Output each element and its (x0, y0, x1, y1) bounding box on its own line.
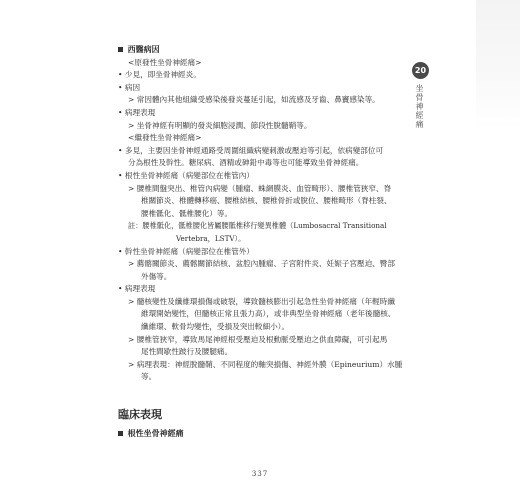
text-line: 外傷等。 (141, 271, 172, 281)
chapter-badge: 20 (412, 62, 429, 79)
square-bullet-icon (118, 431, 123, 436)
text-line: • 少見，即坐骨神經炎。 (118, 70, 201, 80)
section-heading-western (118, 44, 406, 57)
note-line: Vertebra，LSTV）。 (176, 233, 246, 243)
page-corner-decoration (476, 0, 520, 130)
text-line: • 根性坐骨神經痛（病變部位在椎管內） (118, 170, 254, 180)
text-line: > 腰椎管狹窄，導致馬尾神經根受壓迫及根動脈受壓迫之供血障礙，可引起馬 (128, 334, 388, 344)
chapter-vertical-title: 坐骨神經痛 (415, 84, 424, 129)
text-line: 維環開始變性，但髓核正常且張力高），或非典型坐骨神經痛（老年後髓核、 (141, 309, 396, 319)
note-line: 註：腰椎骶化，骶椎腰化皆屬腰骶椎移行變異椎體（Lumbosacral Transitional (128, 221, 387, 231)
text-line: 椎關節炎、椎體轉移癌、腰椎結核、腰椎骨折或脫位、腰椎畸形（脊柱裂、 (141, 196, 392, 206)
text-line: • 多見，主要因坐骨神經通路受周圍組織病變刺激或壓迫等引起，依病變部位可 (118, 145, 384, 155)
subsection-heading-text: 根性坐骨神經痛 (127, 429, 184, 439)
text-line: • 幹性坐骨神經痛（病變部位在椎管外） (118, 246, 254, 256)
subsection-heading-radicular (118, 428, 406, 441)
text-line: > 薦髂關節炎、薦髂關節結核、盆腔內腫瘤、子宮附件炎、妊娠子宮壓迫、臀部 (128, 259, 395, 269)
section-spacer (118, 384, 406, 406)
text-line: > 常因體內其他組織受感染後發炎蔓延引起，如流感及牙齒、鼻竇感染等。 (128, 95, 380, 105)
text-line: 分為根性及幹性。糖尿病、酒精或砷鉛中毒等也可能導致坐骨神經痛。 (128, 158, 364, 168)
page-number: 337 (251, 470, 269, 478)
text-line: • 病理表現 (118, 284, 156, 294)
text-line: > 腰椎間盤突出、椎管內病變（腫瘤、蛛網膜炎、血管畸形）、腰椎管狹窄、脊 (128, 183, 392, 193)
section-heading-text: 西醫病因 (127, 45, 160, 54)
text-line: > 病理表現：神經脫髓鞘、不同程度的軸突損傷、神經外膜（Epineurium）水腫 (128, 359, 403, 369)
text-line: > 坐骨神經有明顯的發炎細胞浸潤、節段性脫髓鞘等。 (128, 120, 312, 130)
subheading-secondary: <繼發性坐骨神經痛> (128, 133, 202, 143)
page-content (118, 44, 406, 441)
text-line: 尾性間歇性跛行及腰腿痛。 (141, 347, 233, 357)
section-heading-clinical: 臨床表現 (118, 408, 162, 422)
square-bullet-icon (118, 47, 123, 52)
subheading-primary: <原發性坐骨神經痛> (128, 57, 202, 67)
text-line: > 髓核變性及纖維環損傷或破裂，導致髓核膨出引起急性坐骨神經痛（年輕時纖 (128, 296, 395, 306)
text-line: 纖維環、軟骨均變性，受損及突出較細小）。 (141, 322, 290, 332)
text-line: • 病因 (118, 82, 141, 92)
text-line: 等。 (141, 372, 157, 382)
text-line: • 病理表現 (118, 107, 156, 117)
text-line: 腰椎骶化、骶椎腰化）等。 (141, 208, 233, 218)
